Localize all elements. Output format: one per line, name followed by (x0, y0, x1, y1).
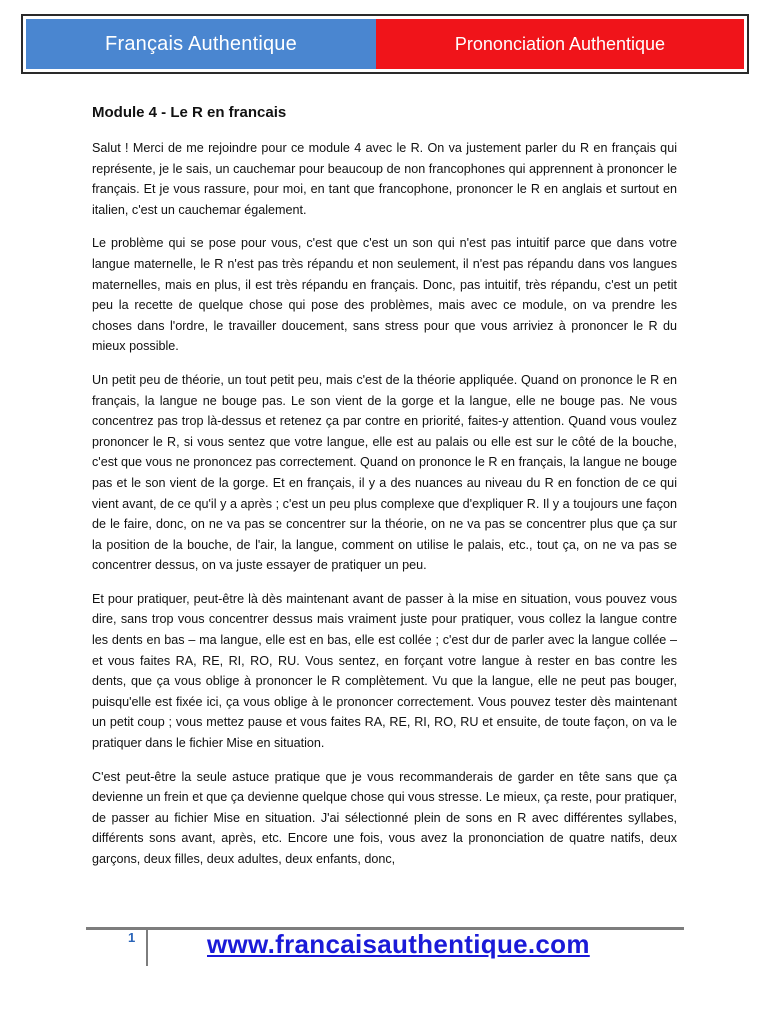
paragraph-1: Salut ! Merci de me rejoindre pour ce module 4 avec le R. On va justement parler du R en français qui représente, je le sais, un cauchemar pour beaucoup de non francophones qui apprennent à prononcer le français. Et je vous rassure, pour moi, en tant que francophone, prononcer le R en anglais et surtout en italien, c'est un cauchemar également. (92, 141, 677, 217)
document-title: Module 4 - Le R en francais (92, 104, 287, 121)
paragraph-3: Un petit peu de théorie, un tout petit peu, mais c'est de la théorie appliquée. Quand on prononce le R en français, la langue ne bouge pas. Le son vient de la gorge et la langue, elle ne bouge pas. Ne vous concentrez pas trop là-dessus et retenez ça par contre en priorité, faites-y attention. Quand vous voulez prononcer le R, si vous sentez que votre langue, elle est au palais ou elle est sur le côté de la bouche, c'est que vous ne prononcez pas correctement. Quand on prononce le R en français, la langue ne bouge pas et le son vient de la gorge. Et en français, il y a des nuances au niveau du R en fonction de ce qui vient avant, de ce qu'il y a après ; c'est un peu plus complexe que d'expliquer R. Il y a toujours une façon de le faire, donc, on ne va pas se concentrer sur la théorie, on ne va pas se concentrer plus que ça sur la position de la bouche, de l'air, la langue, comment on utilise le palais, etc., tout ça, on ne va pas se concentrer dessus, on va juste essayer de pratiquer un peu. (92, 372, 677, 573)
paragraph-2: Le problème qui se pose pour vous, c'est que c'est un son qui n'est pas intuitif parce que dans votre langue maternelle, le R n'est pas très répandu et non seulement, il n'est pas répandu dans vos langues maternelles, mais en plus, il est très répandu en français. Donc, pas intuitif, très répandu, c'est un petit peu la recette de quelque chose qui pose des problèmes, mais avec ce module, on va prendre les choses dans l'ordre, le travailler doucement, sans stress pour que vous arriviez à prononcer le R du mieux possible. (92, 236, 677, 354)
header-banner (21, 14, 749, 74)
website-link[interactable]: www.francaisauthentique.com (207, 929, 590, 959)
document-body (92, 104, 677, 883)
paragraph-4: Et pour pratiquer, peut-être là dès maintenant avant de passer à la mise en situation, vous pouvez vous dire, sans trop vous concentrer dessus mais vraiment juste pour pratiquer, vous collez la langue contre les dents en bas – ma langue, elle est en bas, elle est collée ; c'est dur de parler avec la langue collée – et vous faites RA, RE, RI, RO, RU. Vous sentez, en forçant votre langue à rester en bas contre les dents, que ça vous oblige à prononcer le R complètement. Vu que la langue, elle ne peut pas bouger, puisqu'elle est fixée ici, ça vous oblige à le prononcer correctement. Vous pouvez tester dès maintenant un petit coup ; vous mettez pause et vous faites RA, RE, RI, RO, RU et ensuite, de toute façon, on va le pratiquer dans le fichier Mise en situation. (92, 591, 677, 751)
header-inner (26, 19, 744, 69)
footer-vertical-divider (146, 928, 148, 966)
header-right-title: Prononciation Authentique (376, 19, 744, 69)
paragraph-5: C'est peut-être la seule astuce pratique que je vous recommanderais de garder en tête sans que ça devienne un frein et que ça devienne quelque chose qui vous stresse. Le mieux, ça reste, pour pratiquer, de passer au fichier Mise en situation. J'ai sélectionné plein de sons en R avec différentes syllabes, différents sons avant, après, etc. Encore une fois, vous avez la prononciation de quatre natifs, deux garçons, deux filles, deux adultes, deux enfants, donc, (92, 769, 677, 866)
header-left-title: Français Authentique (26, 19, 376, 69)
page-number: 1 (128, 930, 136, 945)
